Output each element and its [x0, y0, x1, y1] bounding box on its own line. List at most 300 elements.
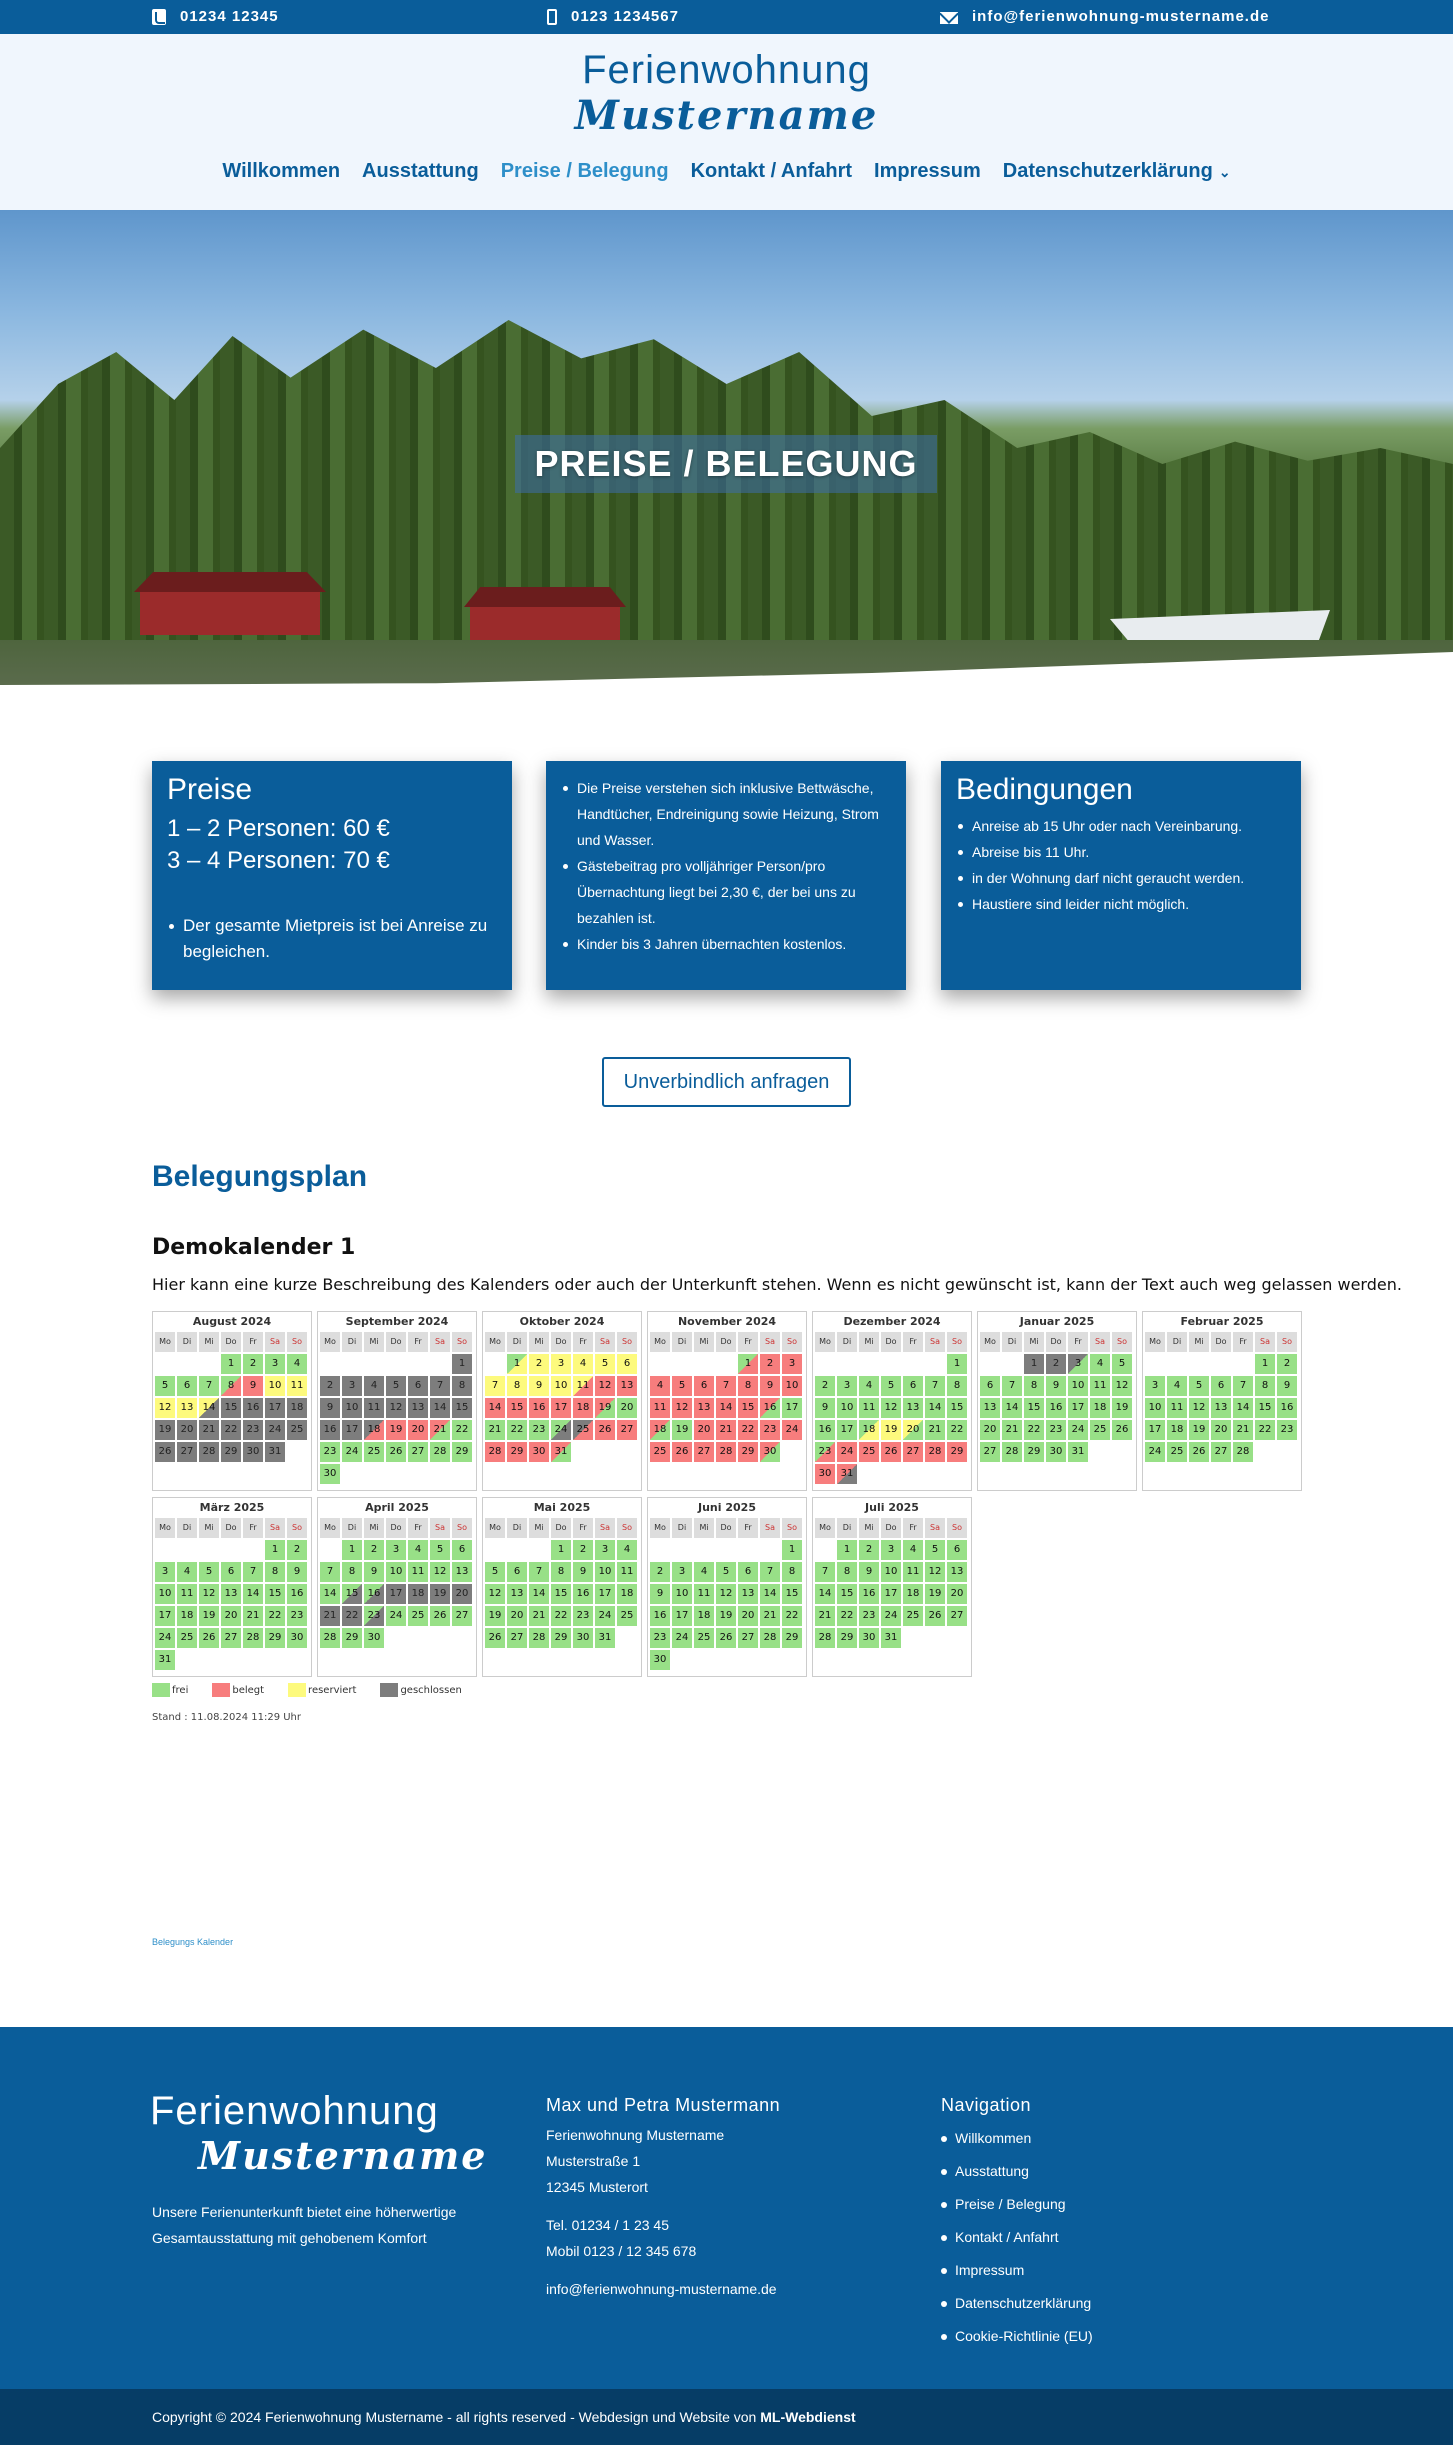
day-cell[interactable]: 15	[738, 1398, 758, 1418]
day-cell[interactable]: 26	[1189, 1442, 1209, 1462]
day-cell[interactable]: 12	[199, 1584, 219, 1604]
day-cell[interactable]: 29	[551, 1628, 571, 1648]
footer-logo-line2[interactable]: Mustername	[198, 2133, 488, 2178]
day-cell[interactable]: 24	[881, 1606, 901, 1626]
day-cell[interactable]: 4	[617, 1540, 637, 1560]
day-cell[interactable]: 29	[265, 1628, 285, 1648]
day-cell[interactable]: 1	[837, 1540, 857, 1560]
day-cell[interactable]: 13	[452, 1562, 472, 1582]
day-cell[interactable]: 26	[881, 1442, 901, 1462]
nav-item-willkommen[interactable]: Willkommen	[222, 160, 341, 182]
day-cell[interactable]: 11	[287, 1376, 307, 1396]
day-cell[interactable]: 22	[221, 1420, 241, 1440]
day-cell[interactable]: 23	[859, 1606, 879, 1626]
day-cell[interactable]: 19	[485, 1606, 505, 1626]
day-cell[interactable]: 18	[177, 1606, 197, 1626]
day-cell[interactable]: 28	[760, 1628, 780, 1648]
day-cell[interactable]: 17	[1145, 1420, 1165, 1440]
day-cell[interactable]: 14	[430, 1398, 450, 1418]
day-cell[interactable]: 27	[1211, 1442, 1231, 1462]
day-cell[interactable]: 17	[595, 1584, 615, 1604]
day-cell[interactable]: 3	[551, 1354, 571, 1374]
day-cell[interactable]: 2	[650, 1562, 670, 1582]
day-cell[interactable]: 3	[386, 1540, 406, 1560]
day-cell[interactable]: 24	[551, 1420, 571, 1440]
day-cell[interactable]: 10	[386, 1562, 406, 1582]
day-cell[interactable]: 20	[980, 1420, 1000, 1440]
day-cell[interactable]: 24	[595, 1606, 615, 1626]
day-cell[interactable]: 7	[1002, 1376, 1022, 1396]
day-cell[interactable]: 26	[199, 1628, 219, 1648]
day-cell[interactable]: 12	[672, 1398, 692, 1418]
day-cell[interactable]: 29	[947, 1442, 967, 1462]
day-cell[interactable]: 11	[364, 1398, 384, 1418]
day-cell[interactable]: 30	[320, 1464, 340, 1484]
day-cell[interactable]: 18	[573, 1398, 593, 1418]
day-cell[interactable]: 1	[738, 1354, 758, 1374]
day-cell[interactable]: 1	[1024, 1354, 1044, 1374]
day-cell[interactable]: 17	[1068, 1398, 1088, 1418]
day-cell[interactable]: 9	[573, 1562, 593, 1582]
day-cell[interactable]: 23	[529, 1420, 549, 1440]
day-cell[interactable]: 10	[342, 1398, 362, 1418]
day-cell[interactable]: 21	[716, 1420, 736, 1440]
day-cell[interactable]: 28	[243, 1628, 263, 1648]
day-cell[interactable]: 7	[529, 1562, 549, 1582]
day-cell[interactable]: 28	[925, 1442, 945, 1462]
day-cell[interactable]: 17	[881, 1584, 901, 1604]
day-cell[interactable]: 5	[716, 1562, 736, 1582]
day-cell[interactable]: 16	[760, 1398, 780, 1418]
day-cell[interactable]: 25	[903, 1606, 923, 1626]
day-cell[interactable]: 28	[529, 1628, 549, 1648]
day-cell[interactable]: 12	[925, 1562, 945, 1582]
day-cell[interactable]: 6	[617, 1354, 637, 1374]
day-cell[interactable]: 11	[859, 1398, 879, 1418]
day-cell[interactable]: 10	[265, 1376, 285, 1396]
day-cell[interactable]: 16	[1046, 1398, 1066, 1418]
day-cell[interactable]: 28	[1002, 1442, 1022, 1462]
day-cell[interactable]: 13	[177, 1398, 197, 1418]
day-cell[interactable]: 13	[507, 1584, 527, 1604]
day-cell[interactable]: 13	[903, 1398, 923, 1418]
day-cell[interactable]: 28	[485, 1442, 505, 1462]
day-cell[interactable]: 23	[1046, 1420, 1066, 1440]
day-cell[interactable]: 7	[815, 1562, 835, 1582]
day-cell[interactable]: 18	[694, 1606, 714, 1626]
day-cell[interactable]: 22	[837, 1606, 857, 1626]
nav-item-kontakt[interactable]: Kontakt / Anfahrt	[690, 160, 853, 182]
day-cell[interactable]: 18	[650, 1420, 670, 1440]
day-cell[interactable]: 4	[650, 1376, 670, 1396]
day-cell[interactable]: 26	[672, 1442, 692, 1462]
day-cell[interactable]: 2	[529, 1354, 549, 1374]
day-cell[interactable]: 1	[1255, 1354, 1275, 1374]
day-cell[interactable]: 4	[287, 1354, 307, 1374]
day-cell[interactable]: 25	[408, 1606, 428, 1626]
day-cell[interactable]: 25	[177, 1628, 197, 1648]
day-cell[interactable]: 28	[430, 1442, 450, 1462]
day-cell[interactable]: 6	[694, 1376, 714, 1396]
nav-item-datenschutz-wrap[interactable]	[1003, 160, 1231, 183]
day-cell[interactable]: 4	[694, 1562, 714, 1582]
day-cell[interactable]: 27	[452, 1606, 472, 1626]
day-cell[interactable]: 15	[265, 1584, 285, 1604]
day-cell[interactable]: 21	[815, 1606, 835, 1626]
day-cell[interactable]: 22	[342, 1606, 362, 1626]
day-cell[interactable]: 22	[1255, 1420, 1275, 1440]
day-cell[interactable]: 15	[452, 1398, 472, 1418]
day-cell[interactable]: 14	[1233, 1398, 1253, 1418]
day-cell[interactable]: 14	[716, 1398, 736, 1418]
day-cell[interactable]: 31	[881, 1628, 901, 1648]
footer-nav-item[interactable]: Preise / Belegung	[941, 2188, 1093, 2221]
day-cell[interactable]: 8	[452, 1376, 472, 1396]
day-cell[interactable]: 28	[1233, 1442, 1253, 1462]
day-cell[interactable]: 13	[738, 1584, 758, 1604]
day-cell[interactable]: 1	[782, 1540, 802, 1560]
day-cell[interactable]: 23	[320, 1442, 340, 1462]
day-cell[interactable]: 14	[1002, 1398, 1022, 1418]
day-cell[interactable]: 13	[408, 1398, 428, 1418]
day-cell[interactable]: 2	[287, 1540, 307, 1560]
day-cell[interactable]: 13	[694, 1398, 714, 1418]
day-cell[interactable]: 23	[760, 1420, 780, 1440]
day-cell[interactable]: 9	[760, 1376, 780, 1396]
day-cell[interactable]: 31	[265, 1442, 285, 1462]
day-cell[interactable]: 12	[1112, 1376, 1132, 1396]
day-cell[interactable]: 13	[947, 1562, 967, 1582]
day-cell[interactable]: 13	[617, 1376, 637, 1396]
day-cell[interactable]: 23	[650, 1628, 670, 1648]
day-cell[interactable]: 10	[881, 1562, 901, 1582]
day-cell[interactable]: 6	[1211, 1376, 1231, 1396]
footer-nav-item[interactable]: Ausstattung	[941, 2155, 1093, 2188]
day-cell[interactable]: 17	[782, 1398, 802, 1418]
day-cell[interactable]: 8	[1255, 1376, 1275, 1396]
day-cell[interactable]: 26	[430, 1606, 450, 1626]
day-cell[interactable]: 21	[1002, 1420, 1022, 1440]
day-cell[interactable]: 31	[595, 1628, 615, 1648]
day-cell[interactable]: 17	[265, 1398, 285, 1418]
day-cell[interactable]: 4	[364, 1376, 384, 1396]
day-cell[interactable]: 18	[364, 1420, 384, 1440]
day-cell[interactable]: 16	[859, 1584, 879, 1604]
day-cell[interactable]: 30	[287, 1628, 307, 1648]
day-cell[interactable]: 26	[925, 1606, 945, 1626]
topbar-email[interactable]	[940, 8, 1269, 25]
day-cell[interactable]: 15	[507, 1398, 527, 1418]
day-cell[interactable]: 5	[1189, 1376, 1209, 1396]
day-cell[interactable]: 24	[782, 1420, 802, 1440]
day-cell[interactable]: 12	[595, 1376, 615, 1396]
day-cell[interactable]: 19	[199, 1606, 219, 1626]
day-cell[interactable]: 11	[903, 1562, 923, 1582]
day-cell[interactable]: 10	[837, 1398, 857, 1418]
day-cell[interactable]: 25	[617, 1606, 637, 1626]
day-cell[interactable]: 18	[859, 1420, 879, 1440]
day-cell[interactable]: 20	[221, 1606, 241, 1626]
footer-nav-item[interactable]: Datenschutzerklärung	[941, 2287, 1093, 2320]
day-cell[interactable]: 13	[1211, 1398, 1231, 1418]
day-cell[interactable]: 9	[364, 1562, 384, 1582]
day-cell[interactable]: 16	[573, 1584, 593, 1604]
day-cell[interactable]: 4	[177, 1562, 197, 1582]
topbar-mobile[interactable]	[547, 8, 679, 25]
day-cell[interactable]: 28	[716, 1442, 736, 1462]
day-cell[interactable]: 27	[408, 1442, 428, 1462]
day-cell[interactable]: 15	[221, 1398, 241, 1418]
day-cell[interactable]: 3	[881, 1540, 901, 1560]
day-cell[interactable]: 21	[430, 1420, 450, 1440]
day-cell[interactable]: 17	[155, 1606, 175, 1626]
day-cell[interactable]: 10	[595, 1562, 615, 1582]
day-cell[interactable]: 17	[342, 1420, 362, 1440]
footer-nav-item[interactable]: Willkommen	[941, 2122, 1093, 2155]
day-cell[interactable]: 22	[947, 1420, 967, 1440]
day-cell[interactable]: 15	[1255, 1398, 1275, 1418]
day-cell[interactable]: 9	[650, 1584, 670, 1604]
day-cell[interactable]: 27	[177, 1442, 197, 1462]
day-cell[interactable]: 8	[507, 1376, 527, 1396]
day-cell[interactable]: 13	[980, 1398, 1000, 1418]
day-cell[interactable]: 6	[980, 1376, 1000, 1396]
day-cell[interactable]: 12	[155, 1398, 175, 1418]
day-cell[interactable]: 3	[782, 1354, 802, 1374]
day-cell[interactable]: 30	[1046, 1442, 1066, 1462]
day-cell[interactable]: 29	[837, 1628, 857, 1648]
day-cell[interactable]: 26	[155, 1442, 175, 1462]
day-cell[interactable]: 15	[342, 1584, 362, 1604]
day-cell[interactable]: 7	[485, 1376, 505, 1396]
day-cell[interactable]: 29	[782, 1628, 802, 1648]
day-cell[interactable]: 4	[573, 1354, 593, 1374]
day-cell[interactable]: 19	[386, 1420, 406, 1440]
day-cell[interactable]: 8	[782, 1562, 802, 1582]
day-cell[interactable]: 26	[485, 1628, 505, 1648]
day-cell[interactable]: 14	[925, 1398, 945, 1418]
day-cell[interactable]: 4	[859, 1376, 879, 1396]
day-cell[interactable]: 10	[1145, 1398, 1165, 1418]
day-cell[interactable]: 6	[738, 1562, 758, 1582]
logo-line1[interactable]: Ferienwohnung	[582, 48, 871, 92]
day-cell[interactable]: 3	[265, 1354, 285, 1374]
day-cell[interactable]: 25	[573, 1420, 593, 1440]
day-cell[interactable]: 27	[507, 1628, 527, 1648]
day-cell[interactable]: 23	[364, 1606, 384, 1626]
day-cell[interactable]: 20	[947, 1584, 967, 1604]
day-cell[interactable]: 10	[1068, 1376, 1088, 1396]
day-cell[interactable]: 3	[1068, 1354, 1088, 1374]
day-cell[interactable]: 16	[364, 1584, 384, 1604]
day-cell[interactable]: 15	[947, 1398, 967, 1418]
day-cell[interactable]: 21	[1233, 1420, 1253, 1440]
day-cell[interactable]: 2	[815, 1376, 835, 1396]
day-cell[interactable]: 30	[243, 1442, 263, 1462]
day-cell[interactable]: 11	[694, 1584, 714, 1604]
day-cell[interactable]: 18	[1167, 1420, 1187, 1440]
day-cell[interactable]: 6	[177, 1376, 197, 1396]
copyright-brand[interactable]: ML-Webdienst	[760, 2409, 856, 2425]
day-cell[interactable]: 8	[265, 1562, 285, 1582]
day-cell[interactable]: 16	[815, 1420, 835, 1440]
day-cell[interactable]: 31	[155, 1650, 175, 1670]
day-cell[interactable]: 19	[155, 1420, 175, 1440]
day-cell[interactable]: 2	[859, 1540, 879, 1560]
day-cell[interactable]: 28	[199, 1442, 219, 1462]
day-cell[interactable]: 17	[551, 1398, 571, 1418]
day-cell[interactable]: 8	[837, 1562, 857, 1582]
day-cell[interactable]: 3	[837, 1376, 857, 1396]
day-cell[interactable]: 12	[881, 1398, 901, 1418]
day-cell[interactable]: 16	[529, 1398, 549, 1418]
day-cell[interactable]: 27	[738, 1628, 758, 1648]
day-cell[interactable]: 5	[881, 1376, 901, 1396]
day-cell[interactable]: 29	[452, 1442, 472, 1462]
day-cell[interactable]: 20	[507, 1606, 527, 1626]
day-cell[interactable]: 28	[320, 1628, 340, 1648]
day-cell[interactable]: 3	[595, 1540, 615, 1560]
day-cell[interactable]: 22	[1024, 1420, 1044, 1440]
day-cell[interactable]: 3	[1145, 1376, 1165, 1396]
day-cell[interactable]: 4	[1167, 1376, 1187, 1396]
day-cell[interactable]: 8	[551, 1562, 571, 1582]
day-cell[interactable]: 20	[617, 1398, 637, 1418]
nav-item-ausstattung[interactable]: Ausstattung	[362, 160, 479, 182]
day-cell[interactable]: 16	[287, 1584, 307, 1604]
day-cell[interactable]: 9	[1277, 1376, 1297, 1396]
day-cell[interactable]: 24	[1068, 1420, 1088, 1440]
day-cell[interactable]: 21	[925, 1420, 945, 1440]
day-cell[interactable]: 9	[859, 1562, 879, 1582]
day-cell[interactable]: 16	[650, 1606, 670, 1626]
day-cell[interactable]: 19	[1112, 1398, 1132, 1418]
day-cell[interactable]: 9	[529, 1376, 549, 1396]
day-cell[interactable]: 10	[782, 1376, 802, 1396]
day-cell[interactable]: 2	[1046, 1354, 1066, 1374]
day-cell[interactable]: 22	[507, 1420, 527, 1440]
day-cell[interactable]: 28	[815, 1628, 835, 1648]
day-cell[interactable]: 7	[430, 1376, 450, 1396]
day-cell[interactable]: 29	[221, 1442, 241, 1462]
day-cell[interactable]: 30	[650, 1650, 670, 1670]
day-cell[interactable]: 30	[364, 1628, 384, 1648]
day-cell[interactable]: 30	[859, 1628, 879, 1648]
day-cell[interactable]: 7	[1233, 1376, 1253, 1396]
day-cell[interactable]: 9	[1046, 1376, 1066, 1396]
day-cell[interactable]: 25	[1090, 1420, 1110, 1440]
day-cell[interactable]: 19	[672, 1420, 692, 1440]
day-cell[interactable]: 14	[760, 1584, 780, 1604]
day-cell[interactable]: 14	[199, 1398, 219, 1418]
day-cell[interactable]: 3	[155, 1562, 175, 1582]
day-cell[interactable]: 2	[573, 1540, 593, 1560]
day-cell[interactable]: 22	[265, 1606, 285, 1626]
day-cell[interactable]: 24	[1145, 1442, 1165, 1462]
nav-item-impressum[interactable]: Impressum	[874, 160, 981, 182]
day-cell[interactable]: 24	[837, 1442, 857, 1462]
day-cell[interactable]: 15	[551, 1584, 571, 1604]
day-cell[interactable]: 5	[595, 1354, 615, 1374]
day-cell[interactable]: 21	[199, 1420, 219, 1440]
day-cell[interactable]: 2	[760, 1354, 780, 1374]
footer-logo-line1[interactable]: Ferienwohnung	[150, 2089, 439, 2133]
day-cell[interactable]: 19	[1189, 1420, 1209, 1440]
day-cell[interactable]: 20	[408, 1420, 428, 1440]
day-cell[interactable]: 30	[573, 1628, 593, 1648]
topbar-phone[interactable]	[152, 8, 279, 25]
day-cell[interactable]: 11	[650, 1398, 670, 1418]
day-cell[interactable]: 8	[947, 1376, 967, 1396]
day-cell[interactable]: 1	[221, 1354, 241, 1374]
day-cell[interactable]: 29	[1024, 1442, 1044, 1462]
day-cell[interactable]: 12	[1189, 1398, 1209, 1418]
day-cell[interactable]: 8	[1024, 1376, 1044, 1396]
day-cell[interactable]: 1	[947, 1354, 967, 1374]
day-cell[interactable]: 31	[1068, 1442, 1088, 1462]
inquiry-button[interactable]: Unverbindlich anfragen	[602, 1057, 851, 1107]
day-cell[interactable]: 27	[221, 1628, 241, 1648]
day-cell[interactable]: 25	[364, 1442, 384, 1462]
day-cell[interactable]: 13	[221, 1584, 241, 1604]
day-cell[interactable]: 24	[155, 1628, 175, 1648]
day-cell[interactable]: 11	[408, 1562, 428, 1582]
day-cell[interactable]: 21	[485, 1420, 505, 1440]
day-cell[interactable]: 27	[903, 1442, 923, 1462]
day-cell[interactable]: 18	[287, 1398, 307, 1418]
day-cell[interactable]: 5	[386, 1376, 406, 1396]
day-cell[interactable]: 5	[925, 1540, 945, 1560]
nav-item-preise[interactable]: Preise / Belegung	[500, 160, 669, 182]
day-cell[interactable]: 10	[551, 1376, 571, 1396]
day-cell[interactable]: 6	[452, 1540, 472, 1560]
day-cell[interactable]: 8	[738, 1376, 758, 1396]
day-cell[interactable]: 23	[573, 1606, 593, 1626]
day-cell[interactable]: 15	[837, 1584, 857, 1604]
day-cell[interactable]: 14	[485, 1398, 505, 1418]
day-cell[interactable]: 24	[672, 1628, 692, 1648]
day-cell[interactable]: 5	[672, 1376, 692, 1396]
day-cell[interactable]: 24	[342, 1442, 362, 1462]
day-cell[interactable]: 18	[408, 1584, 428, 1604]
day-cell[interactable]: 20	[694, 1420, 714, 1440]
day-cell[interactable]: 27	[694, 1442, 714, 1462]
day-cell[interactable]: 27	[617, 1420, 637, 1440]
day-cell[interactable]: 19	[430, 1584, 450, 1604]
day-cell[interactable]: 29	[507, 1442, 527, 1462]
day-cell[interactable]: 12	[386, 1398, 406, 1418]
day-cell[interactable]: 16	[1277, 1398, 1297, 1418]
day-cell[interactable]: 15	[1024, 1398, 1044, 1418]
day-cell[interactable]: 11	[1167, 1398, 1187, 1418]
footer-email[interactable]: info@ferienwohnung-mustername.de	[546, 2281, 777, 2297]
day-cell[interactable]: 17	[672, 1606, 692, 1626]
day-cell[interactable]: 1	[265, 1540, 285, 1560]
day-cell[interactable]: 17	[837, 1420, 857, 1440]
day-cell[interactable]: 19	[595, 1398, 615, 1418]
logo-line2[interactable]: Mustername	[574, 92, 879, 139]
day-cell[interactable]: 25	[694, 1628, 714, 1648]
day-cell[interactable]: 20	[177, 1420, 197, 1440]
day-cell[interactable]: 21	[760, 1606, 780, 1626]
footer-nav-item[interactable]: Impressum	[941, 2254, 1093, 2287]
day-cell[interactable]: 19	[881, 1420, 901, 1440]
day-cell[interactable]: 4	[903, 1540, 923, 1560]
day-cell[interactable]: 7	[199, 1376, 219, 1396]
day-cell[interactable]: 20	[903, 1420, 923, 1440]
day-cell[interactable]: 14	[529, 1584, 549, 1604]
day-cell[interactable]: 1	[507, 1354, 527, 1374]
